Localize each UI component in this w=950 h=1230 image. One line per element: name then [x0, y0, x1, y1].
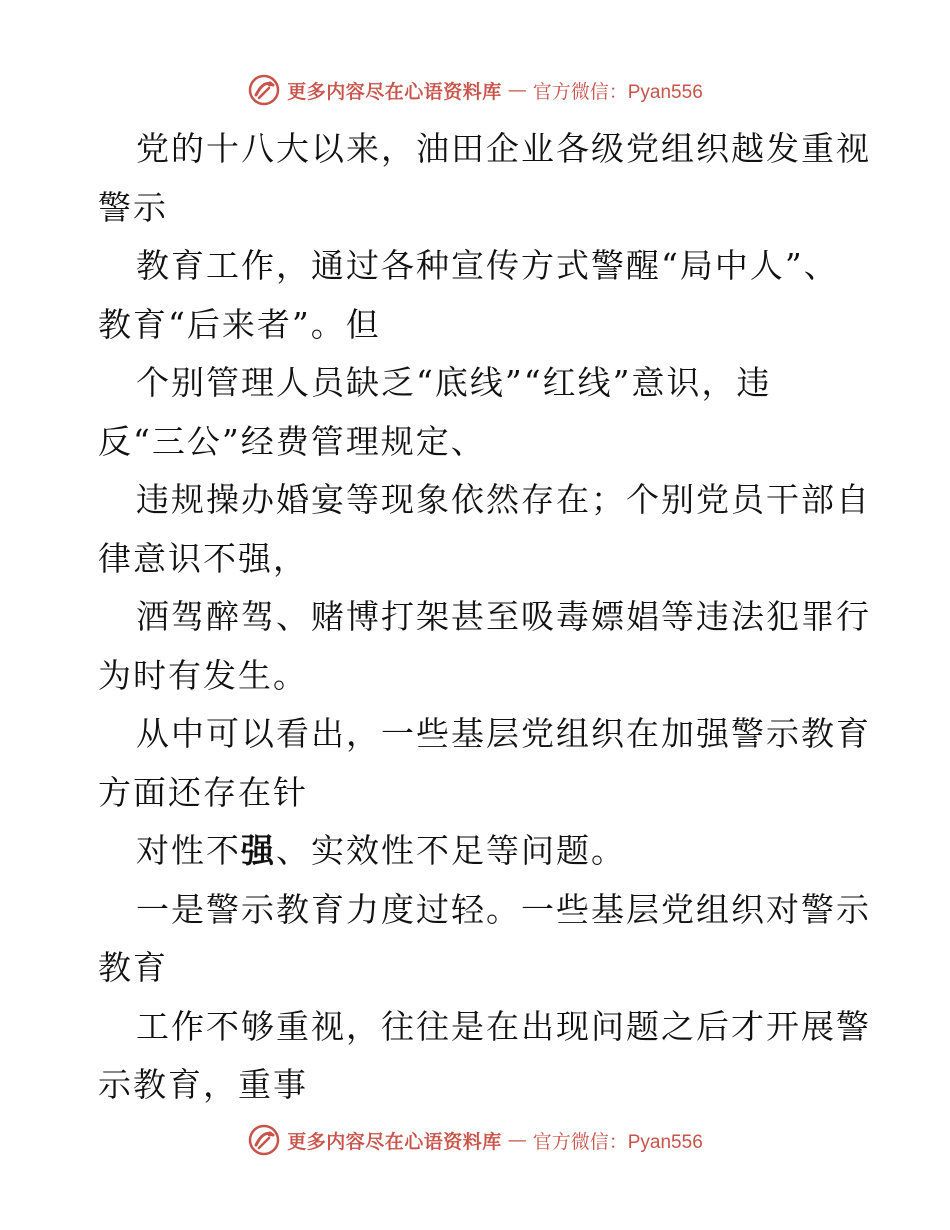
paragraph-line: 工作不够重视，往往是在出现问题之后才开展警	[136, 1006, 871, 1046]
paragraph-line: 方面还存在针	[98, 772, 308, 812]
paragraph-line: 警示	[98, 187, 168, 227]
paragraph-line: 教育工作，通过各种宣传方式警醒“局中人”、	[136, 246, 839, 285]
banner-title: 更多内容尽在心语资料库	[287, 1130, 502, 1153]
paragraph-line: 教育“后来者”。但	[98, 304, 381, 344]
text-segment-bold: 强	[241, 831, 276, 870]
banner-separator: —	[507, 79, 527, 101]
header-banner	[0, 70, 950, 110]
paragraph-line: 一是警示教育力度过轻。一些基层党组织对警示	[136, 889, 871, 929]
banner-separator: —	[507, 1129, 527, 1151]
banner-title: 更多内容尽在心语资料库	[287, 80, 502, 103]
paragraph-line: 教育	[98, 948, 168, 987]
paragraph-line: 党的十八大以来，油田企业各级党组织越发重视	[136, 129, 871, 168]
paragraph-line: 酒驾醉驾、赌博打架甚至吸毒嫖娼等违法犯罪行	[136, 597, 871, 636]
footer-banner	[0, 1120, 950, 1160]
red-scroll-logo-icon	[247, 1123, 281, 1157]
paragraph-line: 违规操办婚宴等现象依然存在；个别党员干部自	[136, 480, 871, 519]
paragraph-line: 从中可以看出，一些基层党组织在加强警示教育	[136, 714, 871, 753]
text-segment: 对性不	[136, 831, 241, 870]
red-scroll-logo-icon	[247, 73, 281, 107]
banner-wechat: 官方微信：Pyan556	[532, 1131, 703, 1153]
text-segment: 、实效性不足等问题。	[276, 831, 626, 870]
paragraph-line: 反“三公”经费管理规定、	[98, 421, 486, 461]
paragraph-line: 示教育，重事	[98, 1065, 308, 1104]
banner-wechat: 官方微信：Pyan556	[532, 81, 703, 103]
paragraph-line: 个别管理人员缺乏“底线”“红线”意识，违	[136, 363, 772, 402]
paragraph-line: 律意识不强，	[98, 538, 308, 578]
paragraph-line: 为时有发生。	[98, 655, 308, 695]
paragraph-line	[98, 822, 858, 881]
document-body	[98, 120, 871, 1115]
